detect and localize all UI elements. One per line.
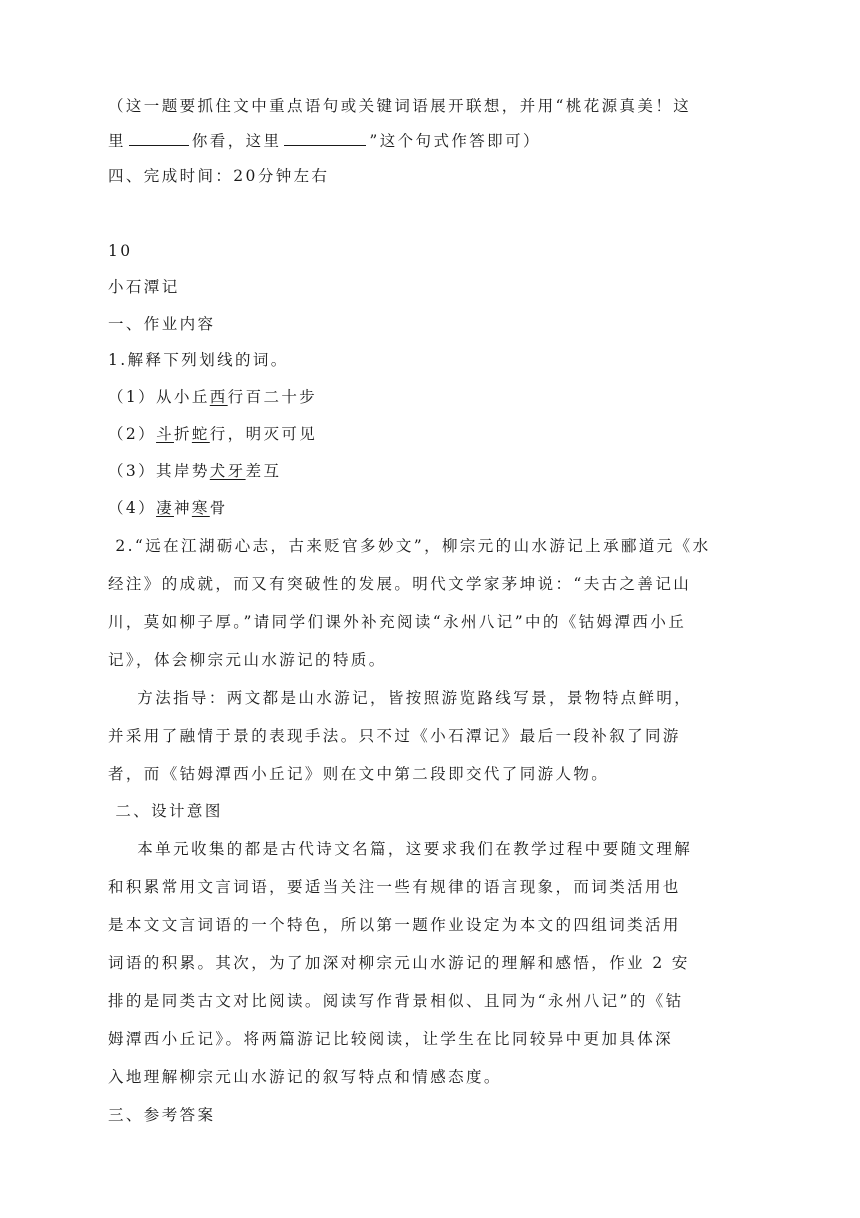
intro-line-2-end: ”这个句式作答即可） bbox=[369, 132, 541, 150]
item-4-text-end: 骨 bbox=[209, 499, 228, 517]
question-2-line: 川，莫如柳子厚。”请同学们课外补充阅读“永州八记”中的《钴姆潭西小丘 bbox=[108, 613, 687, 631]
intro-line-2-middle: 你看，这里 bbox=[191, 132, 282, 150]
method-guide-line: 并采用了融情于景的表现手法。只不过《小石潭记》最后一段补叙了同游 bbox=[108, 727, 681, 745]
answer-blank-1 bbox=[129, 131, 189, 146]
part2-heading: 二、设计意图 bbox=[108, 802, 223, 820]
question-2-line: 记》，体会柳宗元山水游记的特质。 bbox=[108, 651, 387, 669]
question-2-line: 2.“远在江湖砺心志，古来贬官多妙文”，柳宗元的山水游记上承郦道元《水 bbox=[108, 537, 711, 555]
method-guide-line: 者，而《钴姆潭西小丘记》则在文中第二段即交代了同游人物。 bbox=[108, 765, 610, 783]
design-intent-line: 和积累常用文言词语，要适当关注一些有规律的语言现象，而词类活用也 bbox=[108, 878, 681, 896]
item-4-underlined-word-2: 寒 bbox=[191, 499, 210, 517]
question-1-item-1 bbox=[108, 387, 317, 407]
design-intent-line: 入地理解柳宗元山水游记的叙写特点和情感态度。 bbox=[108, 1068, 502, 1086]
intro-line-2-start: 里 bbox=[108, 132, 126, 150]
item-3-text: （3）其岸势 bbox=[108, 462, 210, 480]
item-1-text-end: 行百二十步 bbox=[227, 388, 318, 406]
part1-heading: 一、作业内容 bbox=[108, 315, 216, 333]
item-1-underlined-word: 西 bbox=[209, 388, 228, 406]
item-2-underlined-word-2: 蛇 bbox=[191, 425, 210, 443]
section-title: 小石潭记 bbox=[108, 278, 180, 296]
item-4-text-mid: 神 bbox=[173, 499, 192, 517]
item-1-text: （1）从小丘 bbox=[108, 388, 210, 406]
item-3-text-end: 差互 bbox=[245, 462, 282, 480]
item-2-text-mid: 折 bbox=[173, 425, 192, 443]
question-1: 1.解释下列划线的词。 bbox=[108, 351, 289, 369]
design-intent-line: 词语的积累。其次，为了加深对柳宗元山水游记的理解和感悟，作业 2 安 bbox=[108, 954, 690, 972]
item-2-text: （2） bbox=[108, 425, 157, 443]
completion-time: 四、完成时间：20分钟左右 bbox=[108, 167, 330, 185]
answer-blank-2 bbox=[284, 131, 366, 146]
item-2-text-end: 行，明灭可见 bbox=[209, 425, 318, 443]
item-4-underlined-word-1: 凄 bbox=[156, 499, 174, 517]
design-intent-line: 本单元收集的都是古代诗文名篇，这要求我们在教学过程中要随文理解 bbox=[108, 840, 693, 858]
question-1-item-3 bbox=[108, 461, 281, 481]
item-2-underlined-word-1: 斗 bbox=[156, 425, 174, 443]
design-intent-line: 姆潭西小丘记》。将两篇游记比较阅读，让学生在比同较异中更加具体深 bbox=[108, 1030, 674, 1048]
question-2-line: 经注》的成就，而又有突破性的发展。明代文学家茅坤说：“夫古之善记山 bbox=[108, 575, 692, 593]
item-3-underlined-word: 犬牙 bbox=[209, 462, 246, 480]
design-intent-line: 排的是同类古文对比阅读。阅读写作背景相似、且同为“永州八记”的《钴 bbox=[108, 992, 684, 1010]
intro-line-1: （这一题要抓住文中重点语句或关键词语展开联想，并用“桃花源真美！这 bbox=[108, 97, 692, 115]
section-number: 10 bbox=[108, 242, 133, 260]
question-1-item-2 bbox=[108, 424, 317, 444]
intro-line-2 bbox=[108, 131, 541, 151]
question-1-item-4 bbox=[108, 498, 228, 518]
method-guide-line: 方法指导：两文都是山水游记，皆按照游览路线写景，景物特点鲜明， bbox=[108, 689, 693, 707]
part3-heading: 三、参考答案 bbox=[108, 1106, 216, 1124]
item-4-text: （4） bbox=[108, 499, 157, 517]
design-intent-line: 是本文文言词语的一个特色，所以第一题作业设定为本文的四组词类活用 bbox=[108, 916, 681, 934]
